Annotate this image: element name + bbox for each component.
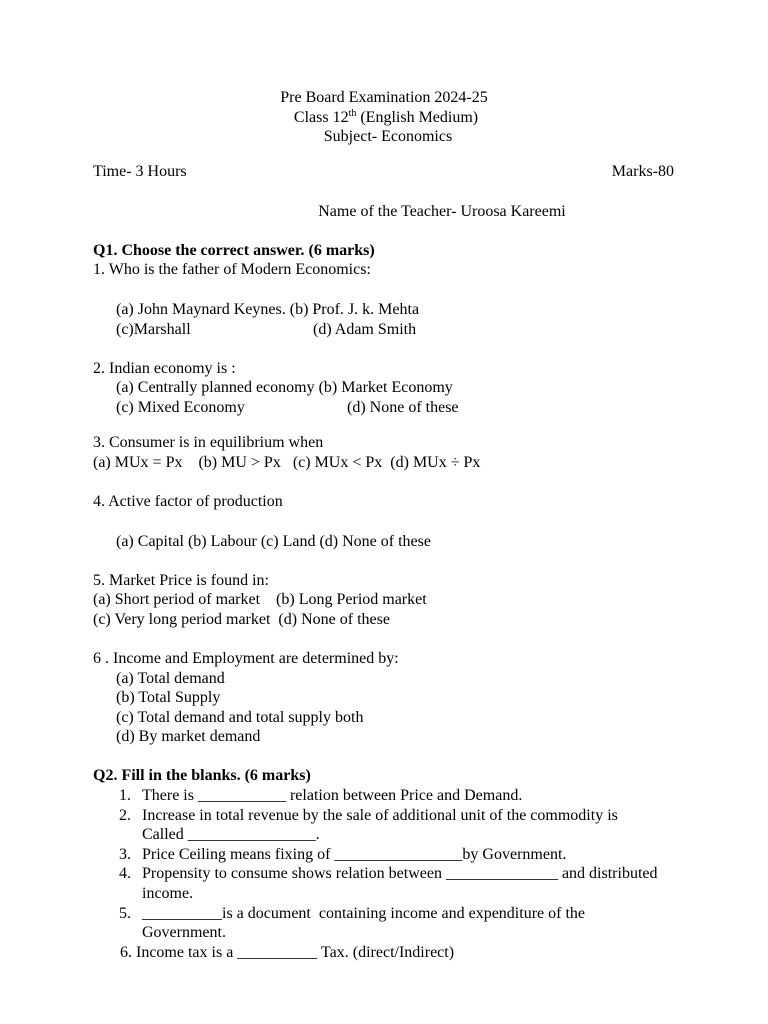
- class-prefix: Class 12: [293, 109, 349, 126]
- q1-item-1-option-d: (d) Adam Smith: [313, 321, 417, 338]
- q1-item-1-option-a: [116, 300, 419, 320]
- option-text: Centrally planned economy (b) Market Economy: [137, 379, 453, 396]
- q2-item-6-text: 6. Income tax is a __________ Tax. (direct/Indirect): [120, 944, 455, 961]
- q1-item-2-option-a: [116, 378, 453, 398]
- option-text: Total Supply: [138, 689, 221, 706]
- q1-item-6-option-a: [116, 669, 225, 689]
- q1-item-3-options: (a) MUx = Px (b) MU > Px (c) MUx < Px (d) MUx ÷ Px: [93, 454, 481, 471]
- q1-item-2-question: 2. Indian economy is :: [93, 360, 236, 377]
- option-text: Total demand: [137, 670, 225, 687]
- time-label: Time- 3 Hours: [93, 163, 187, 180]
- option-text: Total demand and total supply both: [137, 709, 364, 726]
- teacher-name: Name of the Teacher- Uroosa Kareemi: [318, 203, 566, 220]
- option-label: (d): [116, 728, 135, 745]
- option-label: (a): [116, 379, 134, 396]
- class-suffix: (English Medium): [356, 109, 479, 126]
- option-text: John Maynard Keynes. (b) Prof. J. k. Mehta: [137, 301, 420, 318]
- q1-item-2-option-d: (d) None of these: [347, 399, 459, 416]
- q2-item-3-text: Price Ceiling means fixing of ________________by Government.: [142, 846, 567, 863]
- q1-item-5-line-1: (a) Short period of market (b) Long Period market: [93, 591, 427, 608]
- q2-item-3-num: 3.: [119, 846, 131, 863]
- q2-item-5-num: 5.: [119, 905, 131, 922]
- q2-heading: Q2. Fill in the blanks. (6 marks): [93, 767, 311, 784]
- option-label: (a): [116, 670, 134, 687]
- q1-item-6-option-c: [116, 708, 363, 728]
- option-label: (a): [116, 533, 134, 550]
- q2-item-4-text-1: Propensity to consume shows relation between ______________ and distributed: [142, 865, 658, 882]
- q1-item-1-option-c: [116, 320, 191, 340]
- marks-label: Marks-80: [611, 163, 674, 180]
- q1-item-1-question: 1. Who is the father of Modern Economics:: [93, 261, 371, 278]
- q2-item-1-num: 1.: [119, 787, 131, 804]
- q1-item-5-line-2: (c) Very long period market (d) None of these: [93, 611, 390, 628]
- option-label: (b): [116, 689, 135, 706]
- q2-item-5-text-1: __________is a document containing income and expenditure of the: [142, 905, 585, 922]
- q1-item-6-option-b: [116, 688, 220, 708]
- option-text: Marshall: [133, 321, 191, 338]
- q1-item-4-options: [116, 532, 431, 552]
- class-sup: th: [348, 108, 357, 119]
- option-text: Mixed Economy: [137, 399, 245, 416]
- q2-item-2-text-1: Increase in total revenue by the sale of additional unit of the commodity is: [142, 807, 618, 824]
- q2-item-2-num: 2.: [119, 807, 131, 824]
- q2-item-5-text-2: Government.: [142, 924, 226, 941]
- q2-item-2-text-2: Called ________________.: [142, 826, 320, 843]
- option-label: (c): [116, 321, 134, 338]
- q1-item-5-question: 5. Market Price is found in:: [93, 572, 269, 589]
- q1-item-3-question: 3. Consumer is in equilibrium when: [93, 434, 324, 451]
- option-label: (c): [116, 399, 134, 416]
- class-line: [0, 108, 768, 128]
- q1-item-6-option-d: [116, 727, 260, 747]
- q2-item-1-text: There is ___________ relation between Price and Demand.: [142, 787, 523, 804]
- option-text: By market demand: [138, 728, 261, 745]
- subject-line: Subject- Economics: [323, 128, 453, 145]
- option-label: (c): [116, 709, 134, 726]
- exam-title: Pre Board Examination 2024-25: [280, 89, 488, 106]
- q1-item-2-option-c: [116, 398, 245, 418]
- option-label: (a): [116, 301, 134, 318]
- q1-heading: Q1. Choose the correct answer. (6 marks): [93, 242, 375, 259]
- option-text: Capital (b) Labour (c) Land (d) None of these: [137, 533, 431, 550]
- q2-item-4-text-2: income.: [142, 885, 194, 902]
- q1-item-6-question: 6 . Income and Employment are determined by:: [93, 650, 399, 667]
- q2-item-4-num: 4.: [119, 865, 131, 882]
- q1-item-4-question: 4. Active factor of production: [93, 493, 283, 510]
